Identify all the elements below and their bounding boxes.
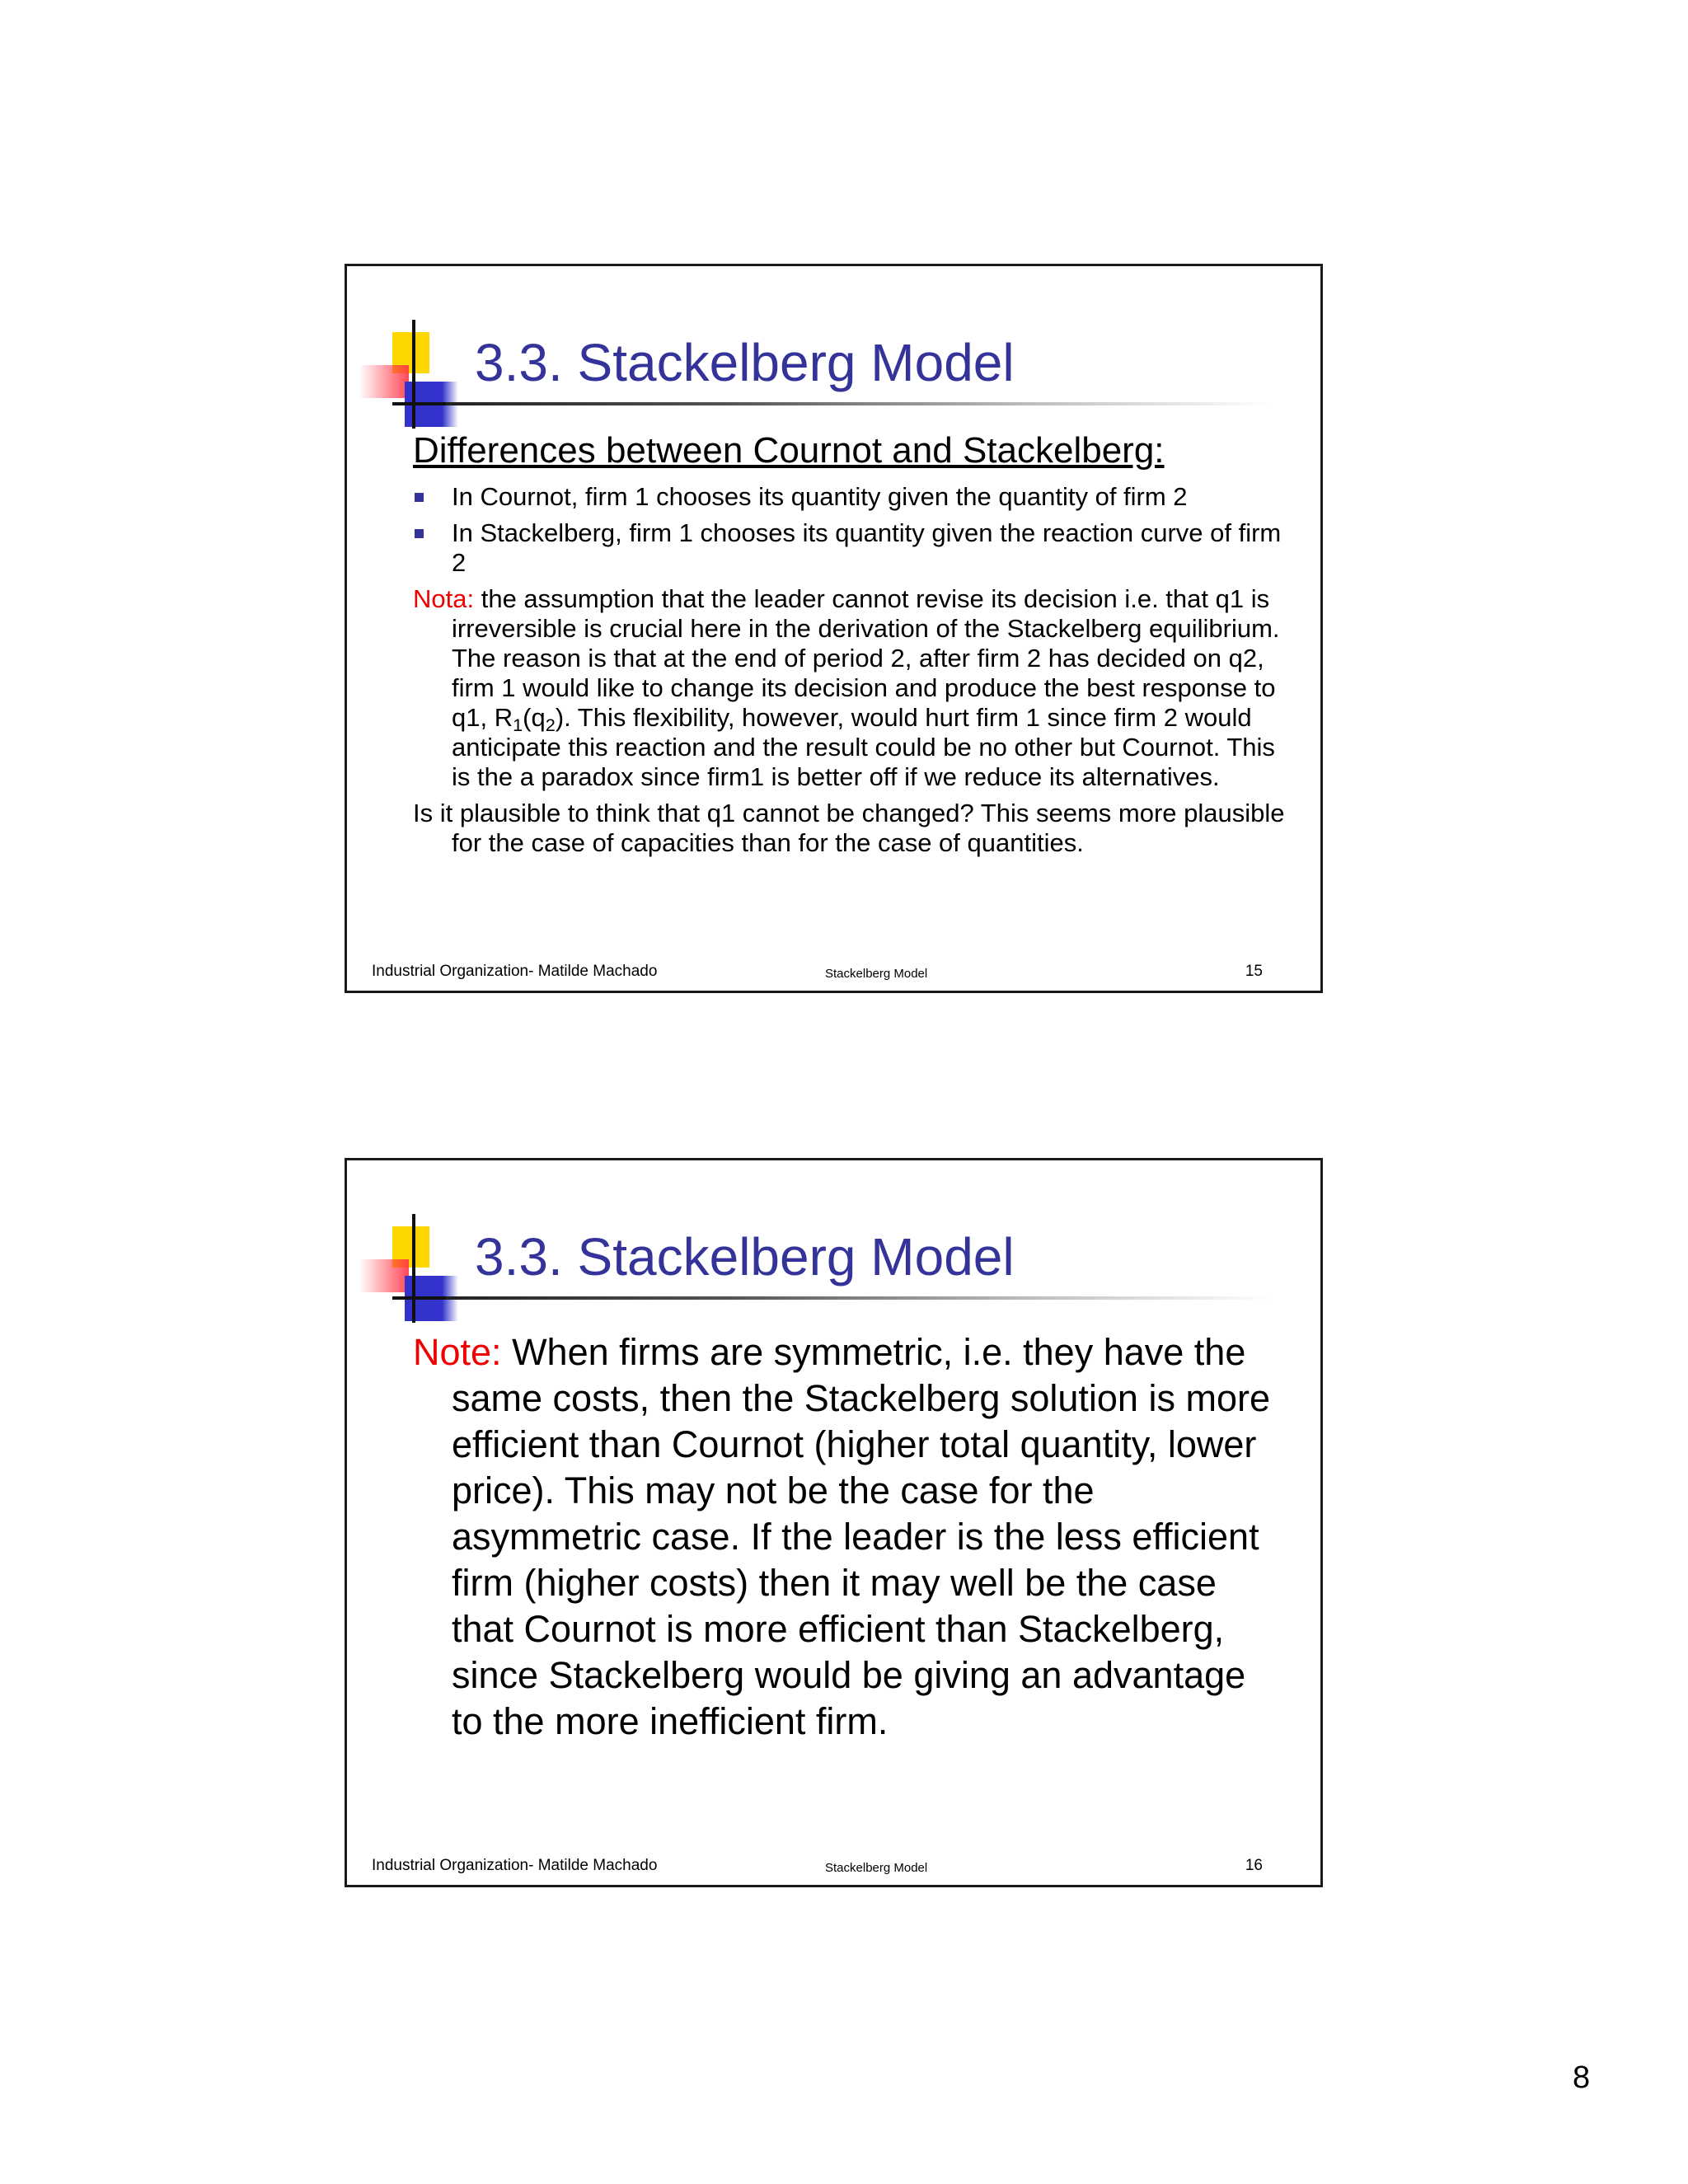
footer-topic: Stackelberg Model	[825, 967, 928, 981]
square-bullet-icon	[415, 493, 424, 502]
slide-logo-icon	[359, 1214, 458, 1325]
note-paragraph	[413, 1329, 1287, 1745]
footer-topic: Stackelberg Model	[825, 1861, 928, 1875]
bullet-item	[413, 482, 1287, 512]
bullet-text: In Stackelberg, firm 1 chooses its quantity given the reaction curve of firm 2	[452, 518, 1282, 578]
title-rule	[446, 1296, 1270, 1300]
note-label: Note:	[413, 1331, 502, 1373]
nota-text-1: the assumption that the leader cannot revise its decision i.e. that q1 is irreversible is crucial here in the derivation of the Stackelberg equilibrium. The reason is that at the end of period 2, after firm 2 has decided on q2, firm 1 would like to change its decision and produce the best response to q1, R	[452, 584, 1280, 733]
footer-author: Industrial Organization- Matilde Machado	[372, 1857, 658, 1874]
slide-content	[413, 431, 1287, 865]
slide-subheading: Differences between Cournot and Stackelberg:	[413, 430, 1165, 471]
nota-paragraph	[413, 584, 1287, 792]
square-bullet-icon	[415, 529, 424, 538]
title-rule	[446, 402, 1270, 405]
question-paragraph: Is it plausible to think that q1 cannot be changed? This seems more plausible for the case of capacities than for the case of quantities.	[413, 799, 1285, 858]
bullet-item	[413, 518, 1287, 578]
slide-number: 16	[1245, 1857, 1263, 1874]
slide-16	[345, 1158, 1323, 1887]
page-number: 8	[1573, 2060, 1591, 2095]
nota-sub-1: 1	[513, 715, 523, 736]
nota-label: Nota:	[413, 584, 475, 614]
slide-number: 15	[1245, 963, 1263, 980]
note-text: When firms are symmetric, i.e. they have the same costs, then the Stackelberg solution is more efficient than Cournot (higher total quantity, lower price). This may not be the case for the asymmetric case. If the leader is the less efficient firm (higher costs) then it may well be the case that Cournot is more efficient than Stackelberg, since Stackelberg would be giving an advantage to the more inefficient firm.	[452, 1331, 1270, 1742]
nota-sub-2: 2	[545, 715, 556, 736]
slide-content	[413, 1329, 1287, 1745]
nota-text-3: ). This flexibility, however, would hurt firm 1 since firm 2 would anticipate this reaction and the result could be no other but Cournot. This is the a paradox since firm1 is better off if we reduce its alternatives.	[452, 703, 1275, 792]
slide-title: 3.3. Stackelberg Model	[475, 1227, 1015, 1286]
footer-author: Industrial Organization- Matilde Machado	[372, 963, 658, 980]
slide-logo-icon	[359, 320, 458, 431]
slide-title: 3.3. Stackelberg Model	[475, 333, 1015, 392]
slide-15	[345, 264, 1323, 993]
bullet-text: In Cournot, firm 1 chooses its quantity given the quantity of firm 2	[452, 482, 1188, 512]
nota-text-2: (q	[523, 703, 546, 733]
